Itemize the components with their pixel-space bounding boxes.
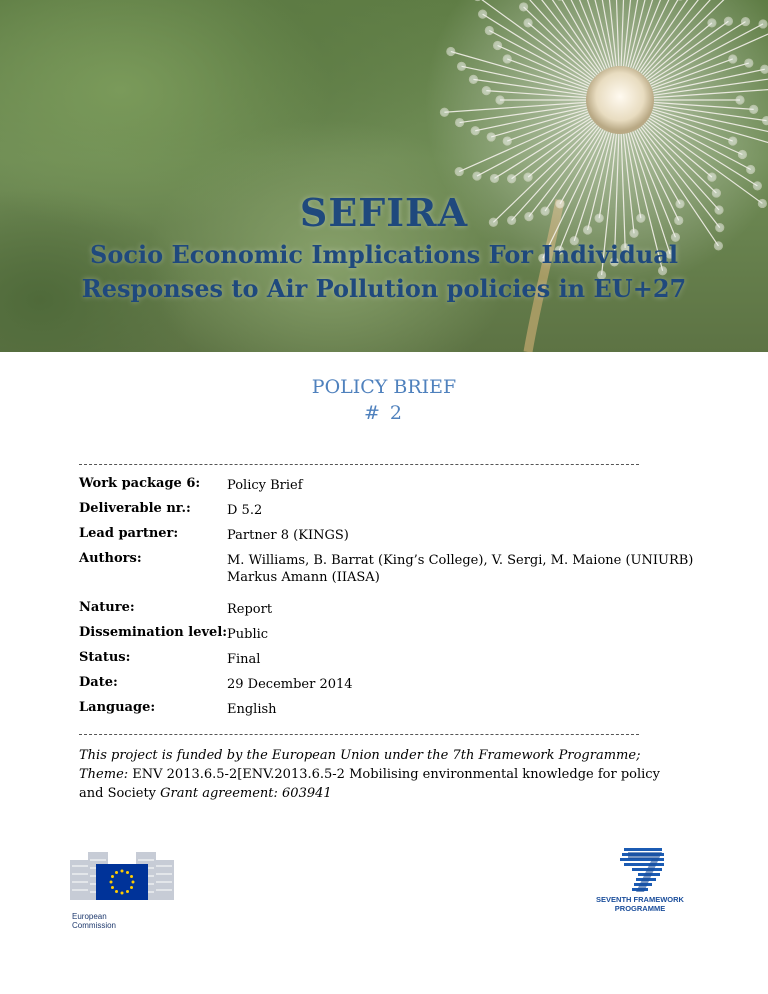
dandelion-seed-tuft (479, 10, 487, 18)
eu-star (115, 890, 118, 893)
meta-key: Dissemination level: (79, 625, 228, 640)
meta-value: Policy Brief (227, 478, 303, 493)
meta-value: 29 December 2014 (227, 677, 353, 692)
dandelion-seed-tuft (742, 18, 750, 26)
dandelion-seed-tuft (524, 173, 532, 181)
dandelion-seed-tuft (738, 151, 746, 159)
dandelion-seed-tuft (469, 75, 477, 83)
dandelion-seed-tuft (471, 127, 479, 135)
meta-key: Authors: (79, 551, 142, 566)
dandelion-seed-tuft (490, 174, 498, 182)
meta-key: Status: (79, 650, 131, 665)
meta-value: M. Williams, B. Barrat (King’s College), V. Sergi, M. Maione (UNIURB) (227, 553, 694, 568)
dandelion-seed-tuft (482, 87, 490, 95)
fp7-line2: PROGRAMME (614, 904, 666, 913)
eu-star (115, 871, 118, 874)
theme-text: ENV 2013.6.5-2[ENV.2013.6.5-2 Mobilising environmental knowledge for policy and Society (79, 767, 660, 801)
dandelion-seed-tuft (753, 182, 761, 190)
dandelion-seed-tuft (440, 108, 448, 116)
theme-label: Theme: (79, 767, 129, 782)
dandelion-seed-tuft (496, 96, 504, 104)
dandelion-seed-tuft (724, 17, 732, 25)
dandelion-seed-tuft (447, 47, 455, 55)
meta-value: Report (227, 602, 273, 617)
dandelion-seed-tuft (745, 59, 753, 67)
european-commission-label (72, 912, 116, 930)
project-subtitle-line2: Responses to Air Pollution policies in EU+27 (81, 274, 687, 303)
dandelion-seed-tuft (759, 20, 767, 28)
eu-star (110, 881, 113, 884)
dandelion-seed-tuft (729, 55, 737, 63)
dandelion-seed-tuft (456, 119, 464, 127)
dandelion-seed-tuft (750, 105, 758, 113)
eu-star (126, 871, 129, 874)
eu-star (121, 892, 124, 895)
dandelion-seed-tuft (747, 165, 755, 173)
fp7-label (592, 895, 688, 913)
dandelion-seed-tuft (761, 65, 768, 73)
dandelion-seed-tuft (473, 172, 481, 180)
meta-key: Language: (79, 700, 156, 715)
meta-key: Deliverable nr.: (79, 501, 191, 516)
eu-star (121, 870, 124, 873)
dandelion-seed-tuft (708, 173, 716, 181)
meta-value: Partner 8 (KINGS) (227, 528, 349, 543)
funding-intro: This project is funded by the European Union under the 7th Framework Programme; (79, 748, 641, 763)
dandelion-seed-tuft (508, 175, 516, 183)
policy-brief-number: # 2 (363, 402, 405, 424)
divider-top (79, 464, 639, 465)
eu-star (111, 875, 114, 878)
fp7-logo (592, 844, 687, 944)
dandelion-seed-tuft (524, 19, 532, 27)
dandelion-seed-tuft (458, 62, 466, 70)
cover-banner (0, 0, 768, 352)
meta-key: Lead partner: (79, 526, 179, 541)
eu-star (132, 881, 135, 884)
dandelion-seed-tuft (494, 41, 502, 49)
dandelion-seed-tuft (729, 137, 737, 145)
meta-value: Final (227, 652, 261, 667)
funding-statement (79, 746, 679, 803)
meta-value: D 5.2 (227, 503, 263, 518)
eu-star (130, 886, 133, 889)
meta-key: Work package 6: (79, 476, 201, 491)
meta-value-line2: Markus Amann (IIASA) (227, 570, 380, 585)
dandelion-seed-tuft (485, 27, 493, 35)
dandelion-seed-tuft (487, 133, 495, 141)
grant-agreement: Grant agreement: 603941 (160, 786, 332, 801)
project-title: SEFIRA (299, 190, 469, 235)
eu-star (126, 890, 129, 893)
ec-line2: Commission (72, 921, 117, 930)
policy-brief-heading: POLICY BRIEF (311, 376, 457, 398)
dandelion-seed-tuft (455, 168, 463, 176)
divider-bottom (79, 734, 639, 735)
dandelion-seed-tuft (708, 19, 716, 27)
meta-key: Date: (79, 675, 118, 690)
dandelion-seed-tuft (503, 55, 511, 63)
ec-line1: European (72, 912, 107, 921)
meta-value: English (227, 702, 277, 717)
dandelion-seed-tuft (763, 117, 768, 125)
eu-star (111, 886, 114, 889)
meta-value: Public (227, 627, 269, 642)
dandelion-seed-tuft (736, 96, 744, 104)
meta-key: Nature: (79, 600, 135, 615)
dandelion-seed-tuft (503, 137, 511, 145)
project-subtitle-line1: Socio Economic Implications For Individual (90, 240, 678, 269)
dandelion-seed-tuft (520, 3, 528, 11)
fp7-line1: SEVENTH FRAMEWORK (596, 895, 684, 904)
eu-star (130, 875, 133, 878)
eu-flag (96, 864, 148, 900)
